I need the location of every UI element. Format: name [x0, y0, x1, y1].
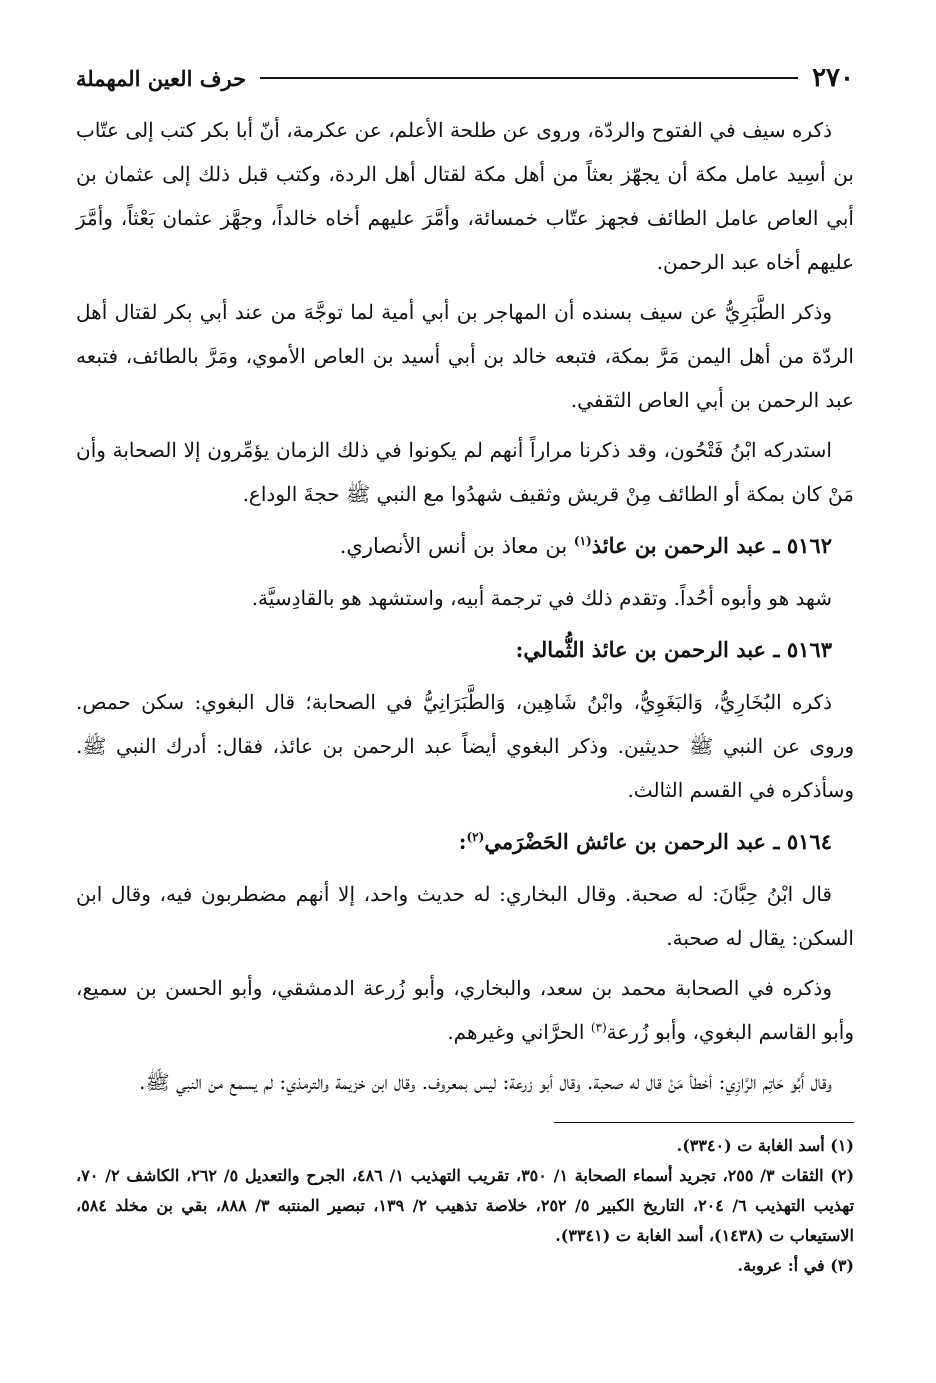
- paragraph: وذكر الطَّبَرِيُّ عن سيف بسنده أن المهاجر بن أبي أمية لما توجَّهَ من عند أبي بكر لقتال أهل الردّة من أهل اليمن مَرَّ بمكة، فتبعه خالد بن أبي أسيد بن العاص الأموي، ومَرَّ بالطائف، فتبعه عبد الرحمن بن أبي العاص الثقفي.: [76, 300, 854, 412]
- footnote: (٣) في أ: عروبة.: [737, 1256, 854, 1275]
- entry-title: ٥١٦٣ ـ عبد الرحمن بن عائذ الثُّمالي:: [515, 637, 832, 662]
- paragraph: قال ابْنُ حِبَّانَ: له صحبة. وقال البخاري: له حديث واحد، إلا أنهم مضطربون فيه، وقال ابن السكن: يقال له صحبة.: [76, 882, 854, 950]
- paragraph-text: وذكره في الصحابة محمد بن سعد، والبخاري، وأبو زُرعة الدمشقي، وأبو الحسن بن سميع، وأبو القاسم البغوي، وأبو زُرعة: [76, 976, 854, 1044]
- entry-title: ٥١٦٤ ـ عبد الرحمن بن عائش الحَضْرَمي: [484, 829, 832, 854]
- paragraph: ذكره البُخَارِيُّ، وَالبَغَوِيُّ، وابْنُ شَاهِين، وَالطَّبَرَانِيُّ في الصحابة؛ قال البغوي: سكن حمص. وروى عن النبي ﷺ حديثين. وذكر البغوي أيضاً عبد الرحمن بن عائذ، فقال: أدرك النبي ﷺ. وسأذكره في القسم الثالث.: [76, 690, 854, 802]
- footnote-ref: (٣): [590, 1020, 607, 1035]
- paragraph: وقال أَبُو حَاتِم الرَّازِي: أخطأ مَنْ قال له صحبة. وقال أبو زرعة: ليس بمعروف. وقال ابن خزيمة والترمذي: لم يسمع من النبي ﷺ.: [139, 1070, 832, 1094]
- footnote: (١) أسد الغابة ت (٣٣٤٠).: [676, 1136, 854, 1155]
- footnote-divider: [554, 1122, 854, 1123]
- entry-heading-5164: [76, 818, 854, 866]
- footnotes: [76, 1131, 854, 1281]
- running-header: [76, 58, 854, 98]
- entry-title-rest: بن معاذ بن أنس الأنصاري.: [339, 534, 574, 558]
- footnote: (٢) الثقات ٣/ ٢٥٥، تجريد أسماء الصحابة ١/ ٣٥٠، تقريب التهذيب ١/ ٤٨٦، الجرح والتعديل ٥/ ٢٦٢، الكاشف ٢/ ٧٠، تهذيب التهذيب ٦/ ٢٠٤، التاريخ الكبير ٥/ ٢٥٢، خلاصة تذهيب ٢/ ١٣٩، تبصير المنتبه ٣/ ٨٨٨، بقي بن مخلد ٥٨٤، الاستيعاب ت (١٤٣٨)، أسد الغابة ت (٣٣٤١).: [76, 1166, 855, 1245]
- paragraph: [76, 966, 854, 1054]
- entry-heading-5163: [76, 626, 854, 674]
- footnote-ref: (٢): [466, 830, 485, 844]
- entry-title-rest: :: [458, 829, 467, 854]
- page-number: ٢٧٠: [812, 63, 854, 93]
- paragraph: شهد هو وأبوه أحُداً. وتقدم ذلك في ترجمة أبيه، واستشهد هو بالقادِسيَّة.: [251, 586, 832, 610]
- paragraph-text: الحرَّاني وغيرهم.: [447, 1020, 591, 1044]
- header-rule: [260, 77, 798, 79]
- footnote-ref: (١): [573, 534, 592, 548]
- section-title: حرف العين المهملة: [76, 65, 247, 91]
- paragraph: ذكره سيف في الفتوح والردّة، وروى عن طلحة الأعلم، عن عكرمة، أنّ أبا بكر كتب إلى عتّاب بن أسِيد عامل مكة أن يجهّز بعثاً من أهل مكة لقتال أهل الردة، وكتب قبل ذلك إلى عثمان بن أبي العاص عامل الطائف فجهز عتّاب خمسائة، وأمَّرَ عليهم أخاه خالداً، وجهَّز عثمان بَعْثاً، وأمَّرَ عليهم أخاه عبد الرحمن.: [76, 118, 854, 274]
- paragraph: استدركه ابْنُ فَتْحُون، وقد ذكرنا مراراً أنهم لم يكونوا في ذلك الزمان يؤمِّرون إلا الصحابة وأن مَنْ كان بمكة أو الطائف مِنْ قريش وثقيف شهدُوا مع النبي ﷺ حجةَ الوداع.: [76, 438, 854, 506]
- entry-title: ٥١٦٢ ـ عبد الرحمن بن عائذ: [591, 533, 832, 558]
- entry-heading-5162: [76, 522, 854, 570]
- main-text: [76, 108, 854, 1104]
